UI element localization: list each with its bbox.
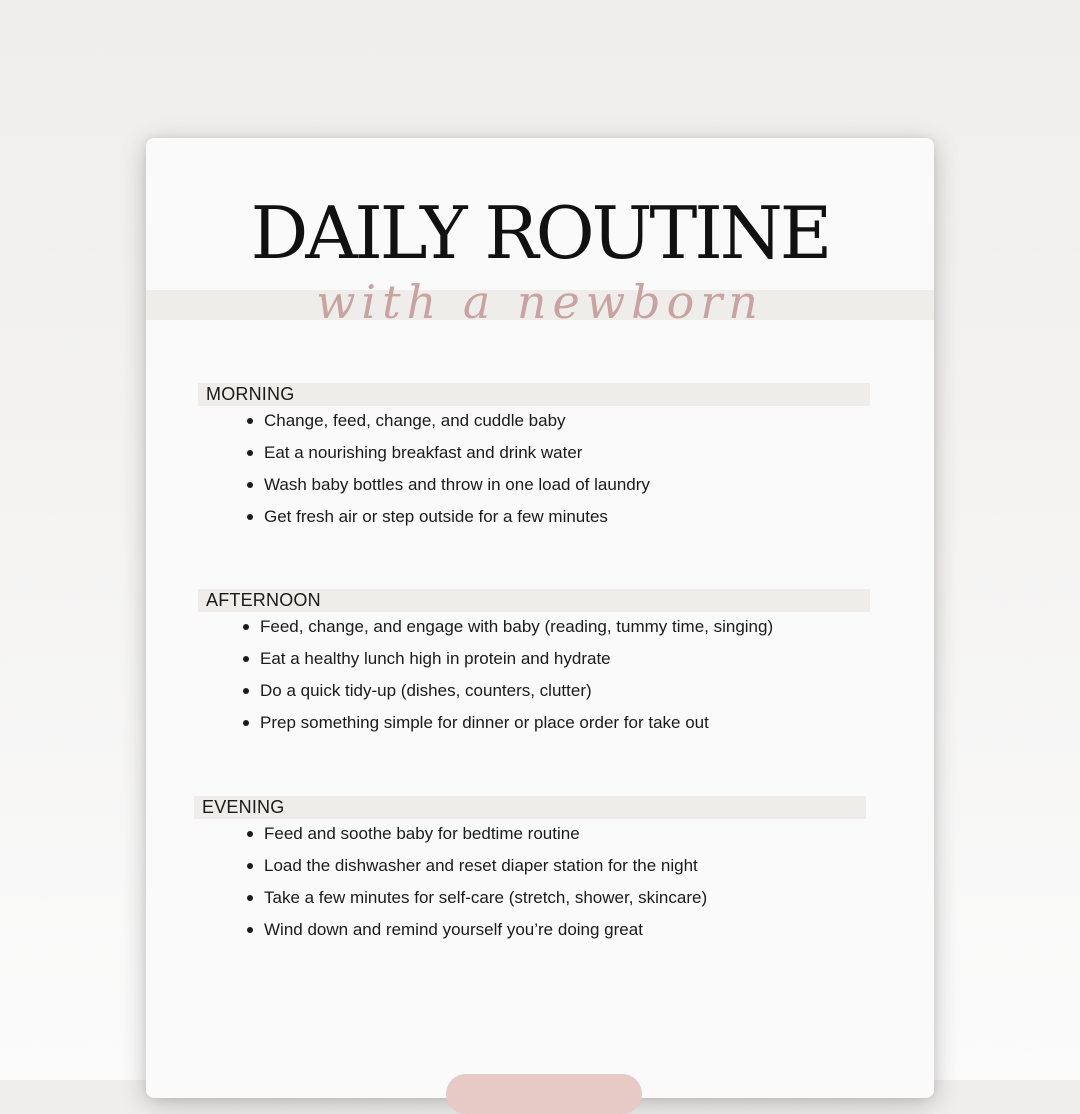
evening-list (194, 819, 866, 947)
bullet-icon (243, 720, 249, 726)
list-item-text: Prep something simple for dinner or place order for take out (260, 713, 709, 732)
section-evening (194, 796, 866, 947)
list-item-text: Feed, change, and engage with baby (reading, tummy time, singing) (260, 617, 774, 636)
section-morning (198, 383, 870, 534)
bullet-icon (247, 927, 253, 933)
list-item (194, 851, 866, 883)
list-item-text: Feed and soothe baby for bedtime routine (264, 824, 580, 843)
list-item (198, 438, 870, 470)
list-item (198, 470, 870, 502)
bullet-icon (247, 863, 253, 869)
list-item-text: Eat a nourishing breakfast and drink water (264, 443, 583, 462)
list-item (198, 708, 870, 740)
printable-page (146, 138, 934, 1098)
bullet-icon (243, 688, 249, 694)
list-item (194, 819, 866, 851)
page-title: DAILY ROUTINE (250, 191, 830, 275)
list-item (198, 406, 870, 438)
bullet-icon (247, 514, 253, 520)
bullet-icon (247, 895, 253, 901)
afternoon-list (198, 612, 870, 740)
bullet-icon (243, 624, 249, 630)
section-heading-evening: EVENING (194, 796, 866, 819)
list-item-text: Get fresh air or step outside for a few minutes (264, 507, 608, 526)
bullet-icon (247, 418, 253, 424)
list-item (194, 915, 866, 947)
section-heading-morning: MORNING (198, 383, 870, 406)
list-item-text: Change, feed, change, and cuddle baby (264, 411, 566, 430)
list-item (198, 502, 870, 534)
list-item-text: Eat a healthy lunch high in protein and hydrate (260, 649, 611, 668)
list-item-text: Wash baby bottles and throw in one load of laundry (264, 475, 650, 494)
list-item (198, 644, 870, 676)
list-item (194, 883, 866, 915)
morning-list (198, 406, 870, 534)
list-item-text: Do a quick tidy-up (dishes, counters, clutter) (260, 681, 592, 700)
page-subtitle: with a newborn (316, 275, 764, 329)
list-item-text: Load the dishwasher and reset diaper station for the night (264, 856, 698, 875)
bullet-icon (247, 450, 253, 456)
list-item (198, 676, 870, 708)
section-heading-afternoon: AFTERNOON (198, 589, 870, 612)
list-item (198, 612, 870, 644)
bullet-icon (247, 831, 253, 837)
bullet-icon (247, 482, 253, 488)
list-item-text: Wind down and remind yourself you’re doing great (264, 920, 643, 939)
bottom-pill-decoration (446, 1074, 642, 1114)
section-afternoon (198, 589, 870, 740)
bullet-icon (243, 656, 249, 662)
list-item-text: Take a few minutes for self-care (stretch, shower, skincare) (264, 888, 708, 907)
